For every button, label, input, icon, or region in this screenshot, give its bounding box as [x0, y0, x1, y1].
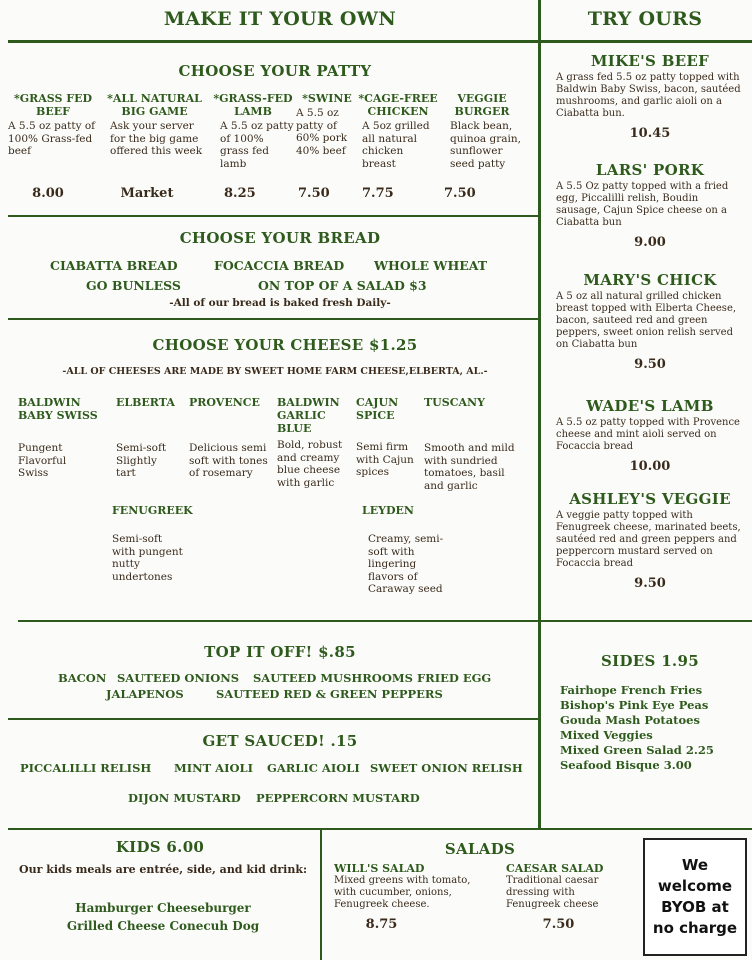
bread-option: ON TOP OF A SALAD $3 — [258, 278, 427, 293]
signature-desc: A 5 oz all natural grilled chicken breast topped with Elberta Cheese, bacon, sauteed red and green peppers, sweet onion relish served on Ciabatta bun — [556, 291, 737, 350]
patty-price: 7.50 — [298, 186, 330, 201]
signature-name: MIKE'S BEEF — [590, 52, 710, 70]
cheese-item — [18, 396, 113, 480]
signature-name: MARY'S CHICK — [583, 271, 717, 289]
side-item: Mixed Veggies — [560, 728, 653, 742]
sauce-option: MINT AIOLI — [174, 761, 253, 775]
signature-name: LARS' PORK — [595, 161, 705, 179]
signature-desc: A 5.5 Oz patty topped with a fried egg, Piccalilli relish, Boudin sausage, Cajun Spice cheese on a Ciabatta bun — [556, 181, 729, 228]
patty-desc: A 5.5 oz patty of 100% Grass-fed beef — [8, 120, 96, 157]
cheese-item — [424, 396, 524, 492]
cheese-item — [277, 396, 355, 489]
topping-option: SAUTEED MUSHROOMS — [253, 671, 413, 685]
cheese-label: BALDWIN BABY SWISS — [18, 396, 98, 422]
patty-desc: Ask your server for the big game offered this week — [110, 120, 203, 157]
patty-label: *SWINE — [302, 92, 352, 105]
side-item: Gouda Mash Potatoes — [560, 713, 700, 727]
kids-salad-divider — [320, 828, 322, 960]
sauce-option: DIJON MUSTARD — [128, 791, 241, 805]
sauce-option: PEPPERCORN MUSTARD — [256, 791, 420, 805]
bottom-rule — [8, 828, 752, 830]
bread-option: CIABATTA BREAD — [50, 258, 178, 273]
cheese-label: FENUGREEK — [112, 504, 193, 517]
salad-item — [334, 862, 484, 932]
cheese-label: TUSCANY — [424, 396, 485, 409]
cheese-desc: Semi-soft Slightly tart — [116, 442, 167, 479]
topping-option: JALAPENOS — [106, 687, 184, 701]
bread-note: -All of our bread is baked fresh Daily- — [169, 297, 391, 309]
signature-desc: A grass fed 5.5 oz patty topped with Baldwin Baby Swiss, bacon, sautéed mushrooms, and garlic aioli on a Ciabatta bun. — [556, 72, 741, 119]
sauce-option: SWEET ONION RELISH — [370, 761, 523, 775]
cheese-label: CAJUN SPICE — [356, 396, 399, 422]
signature-price: 9.50 — [634, 357, 666, 372]
side-item: Seafood Bisque 3.00 — [560, 758, 692, 772]
cheese-label: LEYDEN — [362, 504, 414, 517]
make-it-your-own-header: MAKE IT YOUR OWN — [163, 8, 397, 30]
cheese-label: ELBERTA — [116, 396, 175, 409]
center-divider — [538, 0, 541, 830]
patty-title: CHOOSE YOUR PATTY — [178, 62, 372, 80]
patty-label: VEGGIE BURGER — [454, 92, 510, 118]
cheese-item — [189, 396, 274, 480]
top-right-rule — [541, 40, 752, 43]
salad-desc: Traditional caesar dressing with Fenugreek cheese — [506, 875, 599, 910]
try-ours-header: TRY OURS — [587, 8, 703, 30]
kids-line: Grilled Cheese Conecuh Dog — [66, 919, 260, 933]
byob-notice — [643, 838, 747, 956]
patty-desc: A 5.5 oz patty of 60% pork 40% beef — [296, 107, 348, 157]
signature-price: 10.00 — [629, 459, 671, 474]
sauce-option: GARLIC AIOLI — [267, 761, 360, 775]
patty-item — [296, 92, 358, 201]
cheese-desc: Delicious semi soft with tones of rosemary — [189, 442, 268, 479]
cheese-desc: Creamy, semi-soft with lingering flavors of Caraway seed — [368, 533, 444, 595]
cheese-bottom-rule — [18, 620, 538, 622]
topit-bottom-rule — [8, 718, 538, 720]
byob-line: BYOB at — [661, 898, 729, 916]
topping-option: SAUTEED RED & GREEN PEPPERS — [216, 687, 443, 701]
salad-item — [506, 862, 621, 932]
cheese-desc: Semi firm with Cajun spices — [356, 441, 414, 478]
kids-line: Hamburger Cheeseburger — [75, 901, 251, 915]
patty-desc: Black bean, quinoa grain, sunflower seed patty — [450, 120, 521, 170]
patty-item — [212, 92, 294, 201]
byob-line: We — [681, 856, 709, 874]
patty-item — [442, 92, 522, 201]
cheese-title: CHOOSE YOUR CHEESE $1.25 — [152, 336, 418, 354]
signature-desc: A veggie patty topped with Fenugreek cheese, marinated beets, sautéed red and green peppers and peppercorn mustard served on Focaccia bread — [556, 510, 741, 569]
patty-desc: A 5.5 oz patty of 100% grass fed lamb — [220, 120, 294, 170]
patty-bottom-rule — [8, 215, 538, 217]
signature-item — [556, 161, 744, 250]
byob-line: no charge — [652, 919, 738, 937]
sauce-title: GET SAUCED! .15 — [202, 732, 358, 750]
cheese-item — [112, 504, 202, 583]
cheese-item — [362, 504, 452, 596]
sides-top-rule — [541, 620, 752, 622]
salad-name: WILL'S SALAD — [334, 862, 425, 875]
signature-price: 9.00 — [634, 235, 666, 250]
sides-title: SIDES 1.95 — [601, 652, 699, 670]
salad-name: CAESAR SALAD — [506, 862, 604, 875]
topping-option: BACON — [58, 671, 107, 685]
cheese-note: -ALL OF CHEESES ARE MADE BY SWEET HOME FARM CHEESE,ELBERTA, AL.- — [62, 366, 488, 377]
cheese-label: BALDWIN GARLIC BLUE — [277, 396, 340, 435]
topping-option: FRIED EGG — [417, 671, 492, 685]
salad-price: 7.50 — [542, 917, 575, 932]
bread-bottom-rule — [8, 318, 538, 320]
signature-name: ASHLEY'S VEGGIE — [569, 490, 731, 508]
side-item: Mixed Green Salad 2.25 — [560, 743, 714, 757]
cheese-desc: Semi-soft with pungent nutty undertones — [112, 533, 183, 583]
cheese-item — [356, 396, 422, 479]
patty-price: 8.25 — [224, 186, 256, 201]
signature-price: 9.50 — [634, 576, 666, 591]
signature-item — [556, 271, 744, 372]
patty-item — [102, 92, 207, 201]
patty-label: *ALL NATURAL BIG GAME — [107, 92, 202, 118]
salads-title: SALADS — [444, 840, 516, 858]
salad-desc: Mixed greens with tomato, with cucumber, onions, Fenugreek cheese. — [334, 875, 471, 910]
signature-item — [556, 397, 744, 474]
patty-price: 8.00 — [32, 186, 64, 201]
bread-title: CHOOSE YOUR BREAD — [179, 229, 381, 247]
byob-line: welcome — [657, 877, 733, 895]
side-item: Bishop's Pink Eye Peas — [560, 698, 709, 712]
patty-desc: A 5oz grilled all natural chicken breast — [362, 120, 430, 170]
kids-title: KIDS 6.00 — [115, 838, 205, 856]
patty-price: 7.50 — [444, 186, 476, 201]
patty-label: *GRASS-FED LAMB — [213, 92, 293, 118]
patty-label: *CAGE-FREE CHICKEN — [358, 92, 438, 118]
patty-price: 7.75 — [362, 186, 394, 201]
patty-label: *GRASS FED BEEF — [13, 92, 93, 118]
signature-name: WADE'S LAMB — [586, 397, 714, 415]
cheese-item — [116, 396, 191, 480]
sides-list — [560, 683, 746, 773]
salad-price: 8.75 — [365, 917, 398, 932]
cheese-label: PROVENCE — [189, 396, 260, 409]
signature-item — [556, 52, 744, 141]
cheese-desc: Pungent Flavorful Swiss — [18, 442, 67, 479]
topit-title: TOP IT OFF! $.85 — [204, 643, 356, 661]
signature-item — [556, 490, 744, 591]
top-left-rule — [8, 40, 538, 43]
signature-price: 10.45 — [629, 126, 671, 141]
side-item: Fairhope French Fries — [560, 683, 703, 697]
patty-item — [358, 92, 438, 201]
signature-desc: A 5.5 oz patty topped with Provence cheese and mint aioli served on Focaccia bread — [556, 417, 740, 452]
cheese-desc: Bold, robust and creamy blue cheese with garlic — [277, 439, 343, 489]
patty-item — [8, 92, 98, 201]
cheese-desc: Smooth and mild with sundried tomatoes, basil and garlic — [424, 442, 515, 492]
patty-price: Market — [120, 186, 174, 201]
kids-note: Our kids meals are entrée, side, and kid drink: — [19, 863, 307, 876]
bread-option: WHOLE WHEAT — [374, 258, 488, 273]
topping-option: SAUTEED ONIONS — [117, 671, 240, 685]
bread-option: FOCACCIA BREAD — [214, 258, 345, 273]
bread-option: GO BUNLESS — [86, 278, 181, 293]
sauce-option: PICCALILLI RELISH — [20, 761, 152, 775]
